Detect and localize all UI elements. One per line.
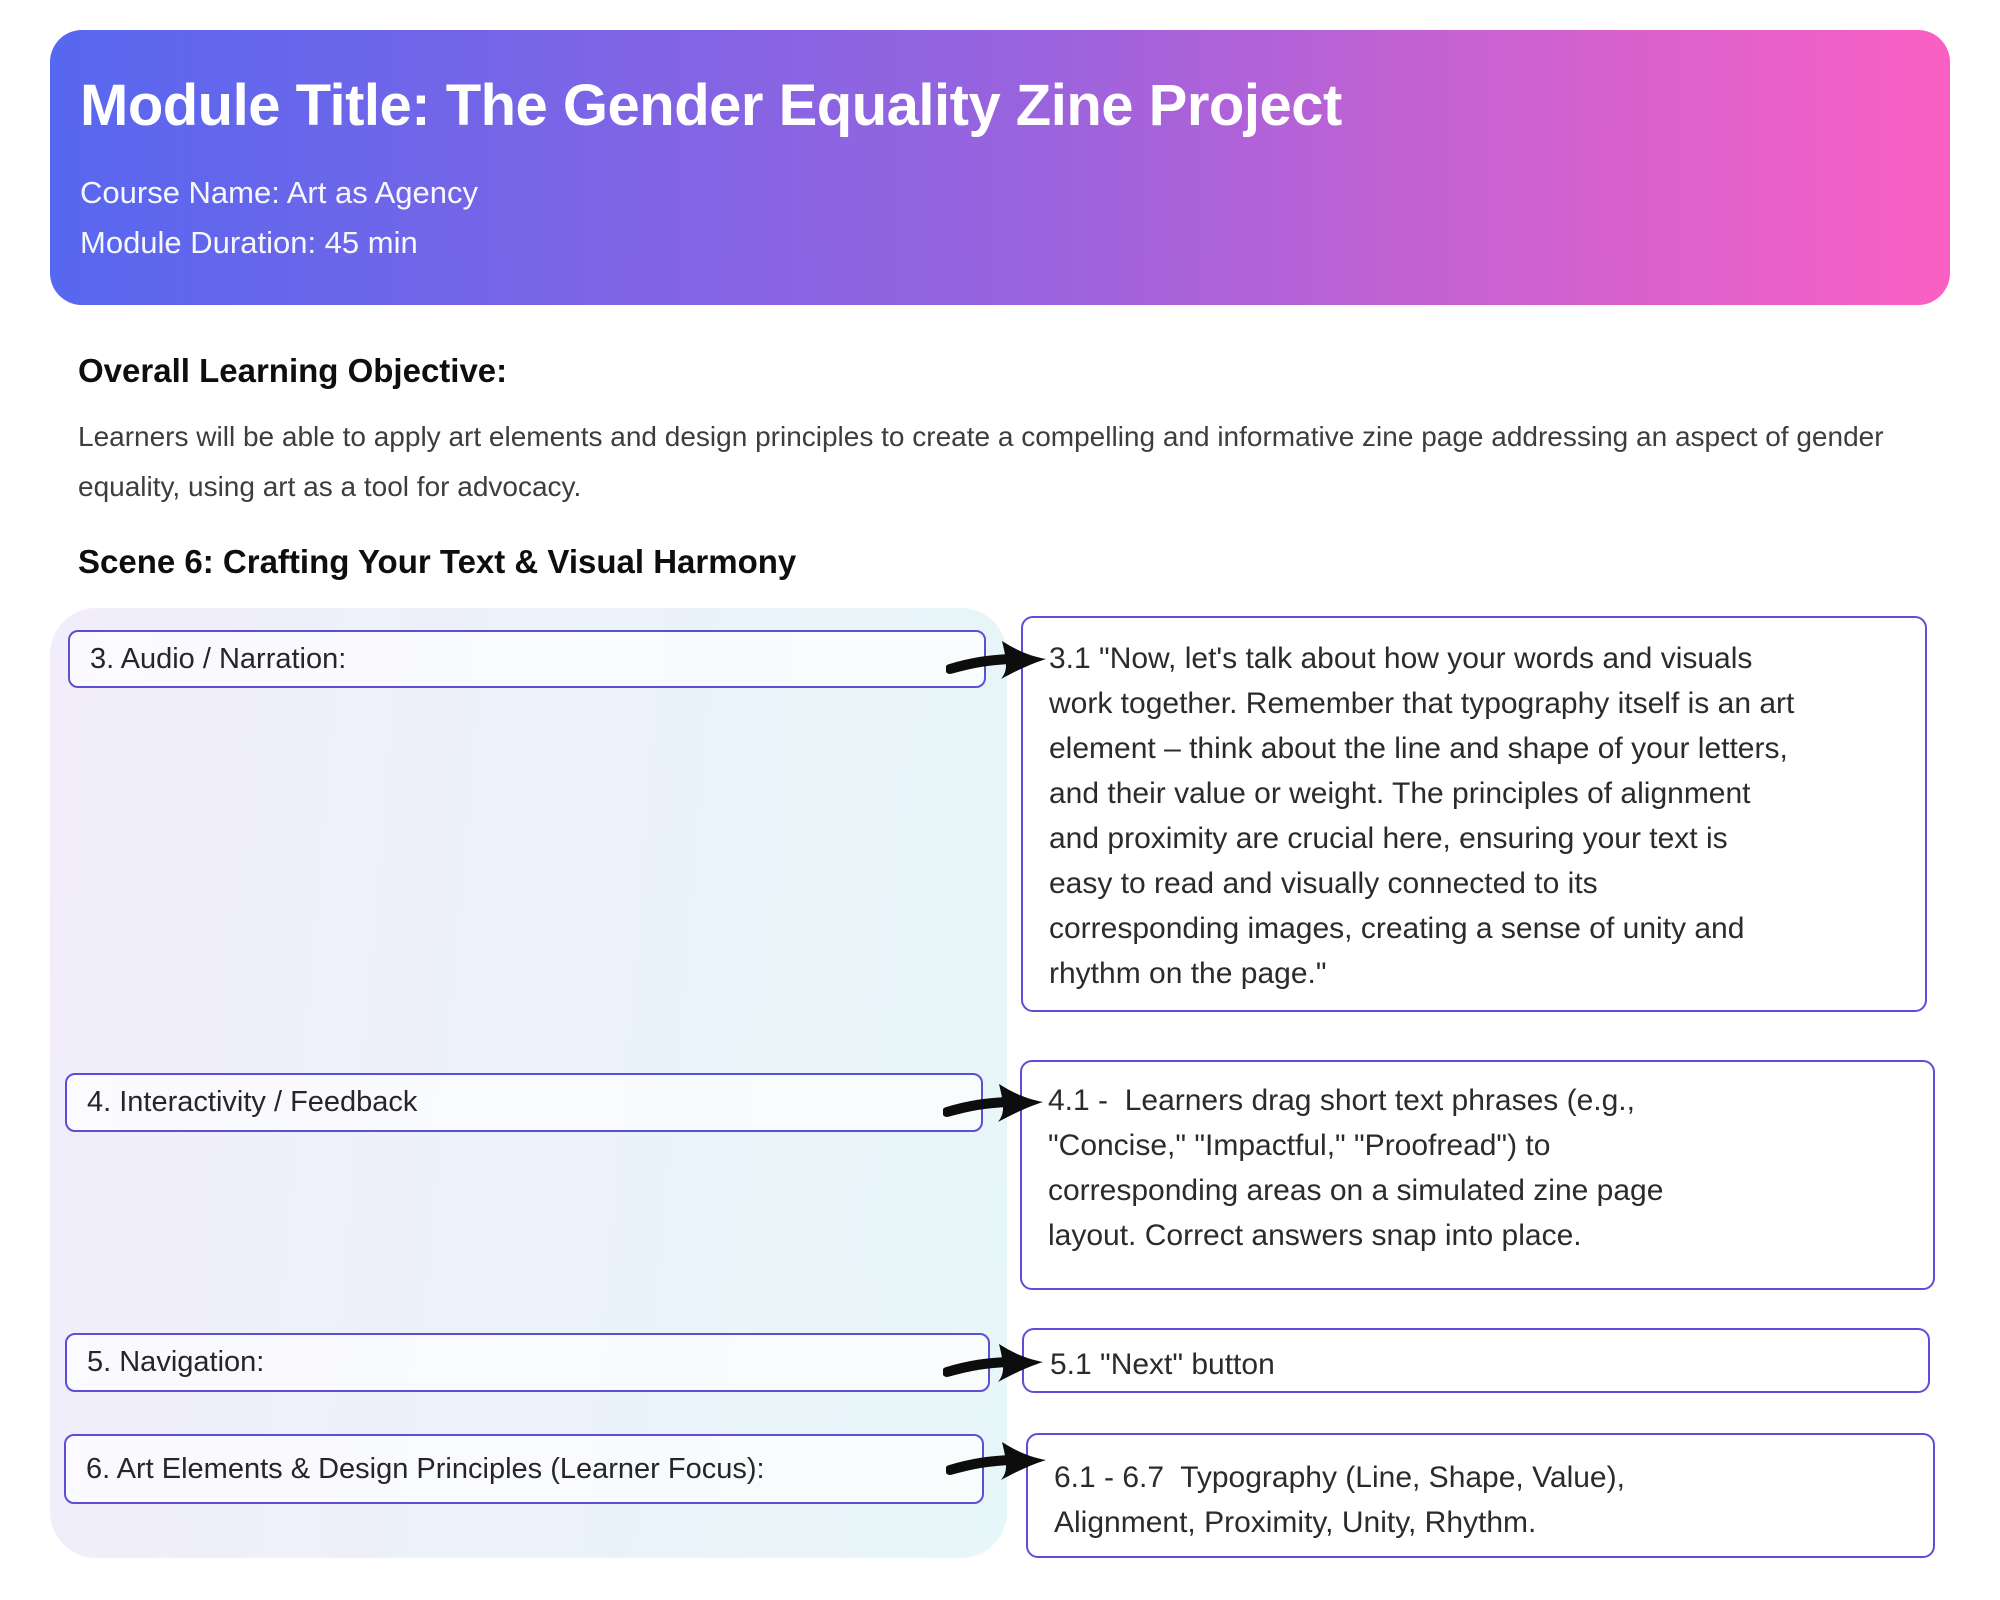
content-box-interactivity-4-1: 4.1 - Learners drag short text phrases (e.g., "Concise," "Impactful," "Proofread") to corresponding areas on a simulated zine page layout. Correct answers snap into place. (1020, 1060, 1935, 1290)
scene-heading: Scene 6: Crafting Your Text & Visual Harmony (78, 543, 797, 580)
objective-heading: Overall Learning Objective: (78, 352, 508, 389)
course-name: Course Name: Art as Agency (80, 174, 479, 210)
content-box-narration-3-1: 3.1 "Now, let's talk about how your words and visuals work together. Remember that typography itself is an art element – think about the line and shape of your letters, and their value or weight. The principles of alignment and proximity are crucial here, ensuring your text is easy to read and visually connected to its corresponding images, creating a sense of unity and rhythm on the page." (1021, 616, 1927, 1012)
module-title: Module Title: The Gender Equality Zine Project (80, 73, 1342, 138)
arrow-right-icon (946, 627, 1052, 691)
label-box-interactivity-feedback (65, 1073, 983, 1132)
content-box-art-elements-6-1: 6.1 - 6.7 Typography (Line, Shape, Value), Alignment, Proximity, Unity, Rhythm. (1026, 1433, 1935, 1558)
label-box-art-elements (64, 1434, 984, 1504)
content-box-navigation-5-1: 5.1 "Next" button (1022, 1328, 1930, 1393)
header-card (50, 30, 1950, 305)
label-audio-narration: 3. Audio / Narration: (90, 642, 347, 675)
objective-body: Learners will be able to apply art elements and design principles to create a compelling and informative zine page addressing an aspect of gender equality, using art as a tool for advocacy. (78, 421, 1884, 503)
label-navigation: 5. Navigation: (87, 1346, 265, 1378)
label-box-navigation (65, 1333, 990, 1392)
module-duration: Module Duration: 45 min (80, 225, 418, 261)
label-interactivity-feedback: 4. Interactivity / Feedback (87, 1086, 418, 1118)
label-box-audio-narration (68, 630, 986, 688)
label-art-elements: 6. Art Elements & Design Principles (Learner Focus): (86, 1452, 765, 1485)
arrow-right-icon (943, 1330, 1049, 1394)
arrow-right-icon (946, 1428, 1052, 1492)
arrow-right-icon (943, 1070, 1049, 1134)
